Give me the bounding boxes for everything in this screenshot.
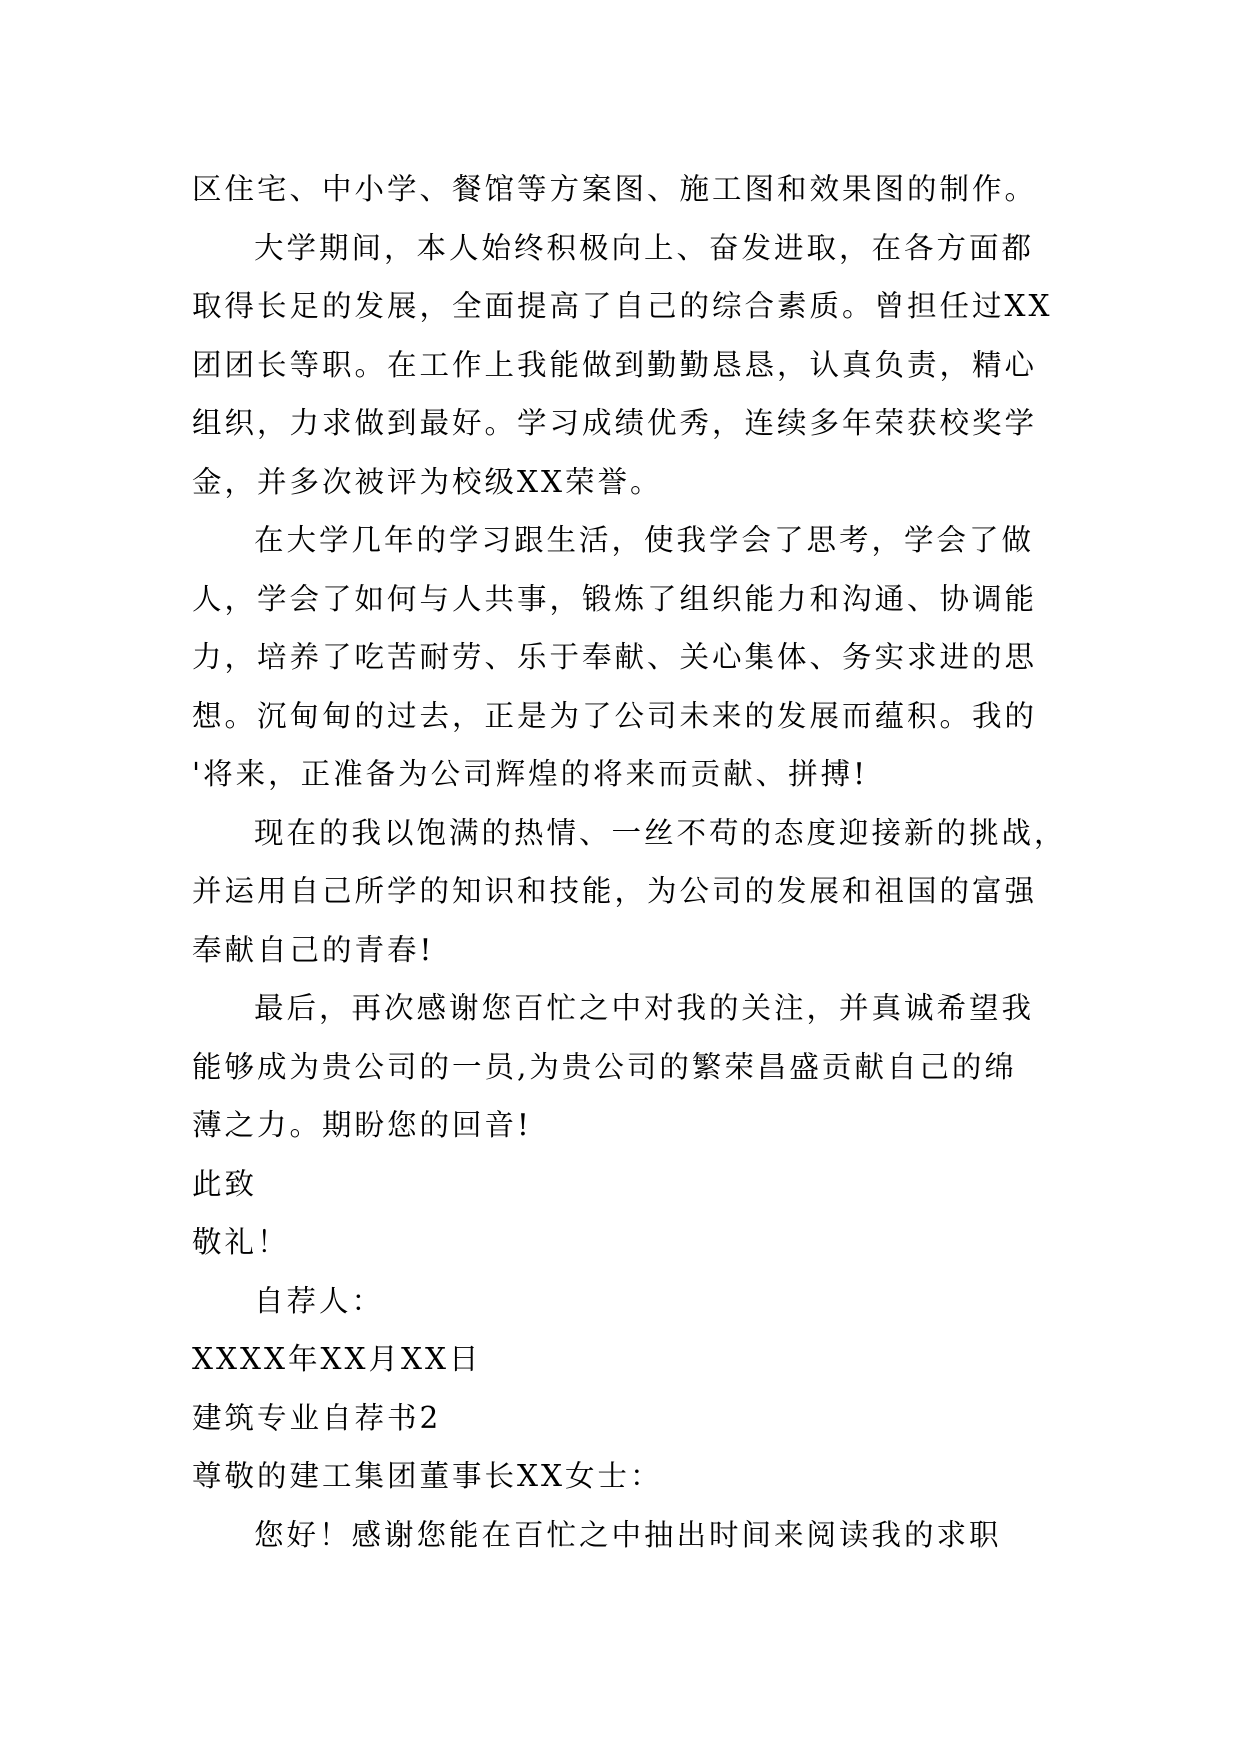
date-line: XXXX年XX月XX日 bbox=[192, 1342, 482, 1376]
text-line: 金，并多次被评为校级XX荣誉。 bbox=[192, 464, 663, 499]
signature-label: 自荐人： bbox=[254, 1283, 385, 1318]
paragraph-first-line: 现在的我以饱满的热情、一丝不苟的态度迎接新的挑战， bbox=[254, 815, 1067, 850]
paragraph-first-line: 最后，再次感谢您百忙之中对我的关注，并真诚希望我 bbox=[254, 991, 1035, 1025]
text-line: 力，培养了吃苦耐劳、乐于奉献、关心集体、务实求进的思 bbox=[192, 640, 1038, 674]
text-line: 取得长足的发展，全面提高了自己的综合素质。曾担任过XX bbox=[192, 289, 1053, 323]
paragraph-first-line: 您好！感谢您能在百忙之中抽出时间来阅读我的求职 bbox=[254, 1517, 1002, 1552]
text-line: 团团长等职。在工作上我能做到勤勤恳恳，认真负责，精心 bbox=[192, 347, 1038, 382]
section-title: 建筑专业自荐书2 bbox=[192, 1400, 442, 1435]
document-body bbox=[192, 160, 1067, 1564]
text-line: 组织，力求做到最好。学习成绩优秀，连续多年荣获校奖学 bbox=[192, 406, 1038, 440]
closing-regards: 敬礼！ bbox=[192, 1225, 290, 1259]
text-line: 薄之力。期盼您的回音! bbox=[192, 1108, 532, 1142]
text-line: 想。沉甸甸的过去，正是为了公司未来的发展而蕴积。我的 bbox=[192, 698, 1038, 733]
greeting-line: 尊敬的建工集团董事长XX女士： bbox=[192, 1459, 663, 1493]
text-line: '将来，正准备为公司辉煌的将来而贡献、拼搏! bbox=[192, 757, 868, 791]
text-line: 区住宅、中小学、餐馆等方案图、施工图和效果图的制作。 bbox=[192, 172, 1038, 206]
text-line: 能够成为贵公司的一员,为贵公司的繁荣昌盛贡献自己的绵 bbox=[192, 1049, 1017, 1084]
text-line: 人，学会了如何与人共事，锻炼了组织能力和沟通、协调能 bbox=[192, 581, 1038, 616]
text-line: 奉献自己的青春! bbox=[192, 932, 435, 967]
text-line: 并运用自己所学的知识和技能，为公司的发展和祖国的富强 bbox=[192, 874, 1038, 908]
closing-salutation: 此致 bbox=[192, 1166, 258, 1201]
paragraph-first-line: 在大学几年的学习跟生活，使我学会了思考，学会了做 bbox=[254, 523, 1035, 557]
paragraph-first-line: 大学期间，本人始终积极向上、奋发进取，在各方面都 bbox=[254, 230, 1035, 265]
